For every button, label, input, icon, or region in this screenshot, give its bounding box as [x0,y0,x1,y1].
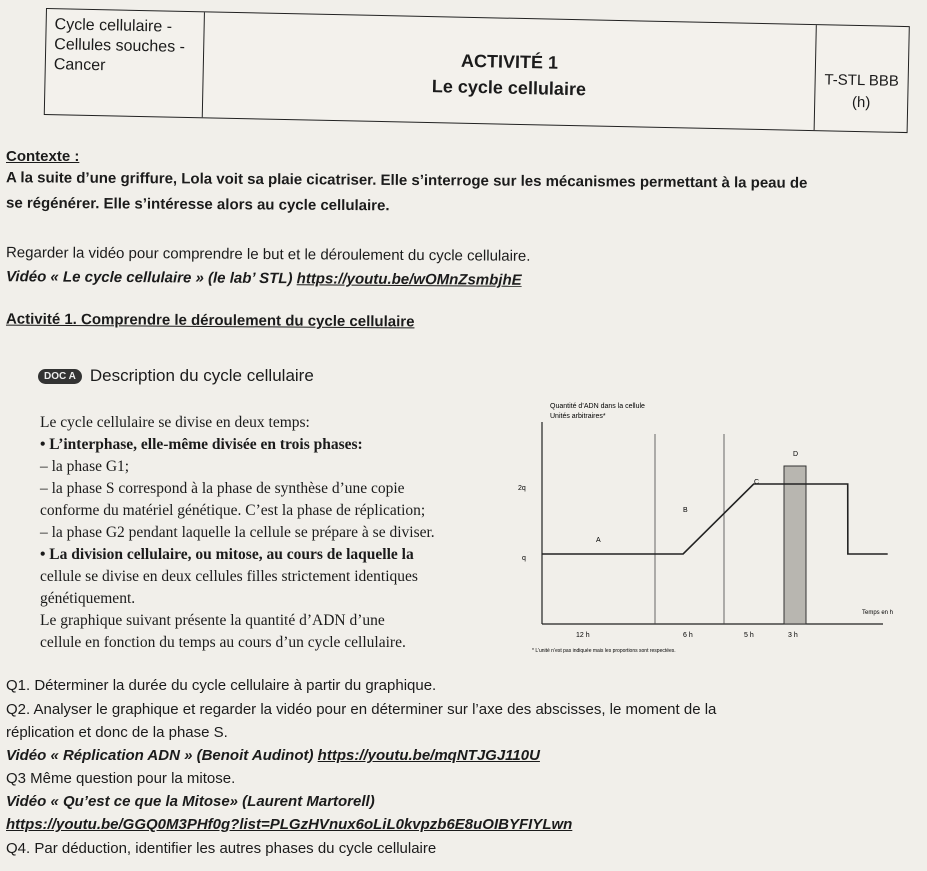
video-link[interactable]: https://youtu.be/wOMnZsmbjhE [296,270,522,289]
video-label: Vidéo « Qu’est ce que la Mitose» (Laurent Martorell) [6,793,375,810]
duration-label: (h) [851,93,871,112]
question-2-continued: réplication et donc de la phase S. [6,724,228,741]
chart-series-line [542,484,888,554]
doc-line: • L’interphase, elle-même divisée en trois phases: [40,436,363,453]
doc-line: – la phase S correspond à la phase de synthèse d’une copie [40,480,405,497]
chart-x-tick: 5 h [744,632,754,639]
chart-xlabel: Temps en h [862,610,894,616]
question-4: Q4. Par déduction, identifier les autres phases du cycle cellulaire [6,840,437,857]
question-2: Q2. Analyser le graphique et regarder la vidéo pour en déterminer sur l’axe des abscisses, le moment de la [6,701,717,718]
context-heading: Contexte : [6,148,80,165]
doc-line: cellule en fonction du temps au cours d’un cycle cellulaire. [40,634,406,651]
video-label: Vidéo « Le cycle cellulaire » (le lab’ STL) [5,268,293,288]
activity-subtitle: Le cycle cellulaire [431,76,587,100]
context-instruction: Regarder la vidéo pour comprendre le but et le déroulement du cycle cellulaire. [5,244,531,265]
header-topic-line: Cancer [53,56,106,75]
video-reference [6,268,522,289]
header-title [203,12,817,130]
chart-x-tick: 12 h [576,632,590,639]
header-topics [45,9,205,117]
header-topic-line: Cellules souches - [54,36,186,56]
video-reference [6,747,540,764]
activity-header [44,8,910,133]
question-1: Q1. Déterminer la durée du cycle cellulaire à partir du graphique. [6,677,437,694]
level-label: T-STL BBB [824,71,900,90]
chart-x-tick: 3 h [788,632,798,639]
chart-phase-label: B [683,507,688,514]
chart-phase-label: A [596,537,601,544]
header-level [815,25,909,132]
doc-heading [38,366,314,386]
chart-ylabel: Unités arbitraires* [550,413,606,420]
chart-phase-d-bar [784,466,806,624]
doc-line: Le graphique suivant présente la quantité d’ADN d’une [40,612,385,629]
doc-title: Description du cycle cellulaire [89,366,314,385]
chart-phase-label: D [793,451,799,458]
chart-y-tick: 2q [518,485,526,492]
activity-title-heading: Activité 1. Comprendre le déroulement du cycle cellulaire [5,310,415,331]
video-label: Vidéo « Réplication ADN » (Benoit Audinot) [6,747,314,764]
chart-title: Quantité d’ADN dans la cellule [550,403,645,410]
doc-line: conforme du matériel génétique. C’est la phase de réplication; [40,502,426,519]
doc-line: Le cycle cellulaire se divise en deux temps: [40,414,310,431]
context-line: se régénérer. Elle s’intéresse alors au cycle cellulaire. [5,194,390,215]
chart-footnote: * L’unité n’est pas indiquée mais les proportions sont respectées. [532,648,676,654]
chart-phase-label: C [754,479,760,486]
doc-line: génétiquement. [40,590,136,607]
question-3: Q3 Même question pour la mitose. [6,770,236,787]
activity-title: ACTIVITÉ 1 [460,50,559,73]
video-link[interactable]: https://youtu.be/mqNTJGJ110U [317,747,540,764]
doc-line: • La division cellulaire, ou mitose, au cours de laquelle la [40,546,414,563]
doc-badge: DOC A [38,369,82,384]
doc-line: – la phase G2 pendant laquelle la cellule se prépare à se diviser. [40,524,435,541]
dna-quantity-chart [508,394,908,662]
chart-x-tick: 6 h [683,632,693,639]
header-topic-line: Cycle cellulaire - [54,16,173,36]
context-line: A la suite d’une griffure, Lola voit sa plaie cicatriser. Elle s’interroge sur les mécanismes permettant à la peau de [5,169,808,192]
chart-y-tick: q [522,555,526,562]
doc-line: cellule se divise en deux cellules filles strictement identiques [40,568,418,585]
video-link[interactable]: https://youtu.be/GGQ0M3PHf0g?list=PLGzHVnux6oLiL0kvpzb6E8uOIBYFIYLwn [6,816,573,833]
doc-line: – la phase G1; [40,458,130,475]
